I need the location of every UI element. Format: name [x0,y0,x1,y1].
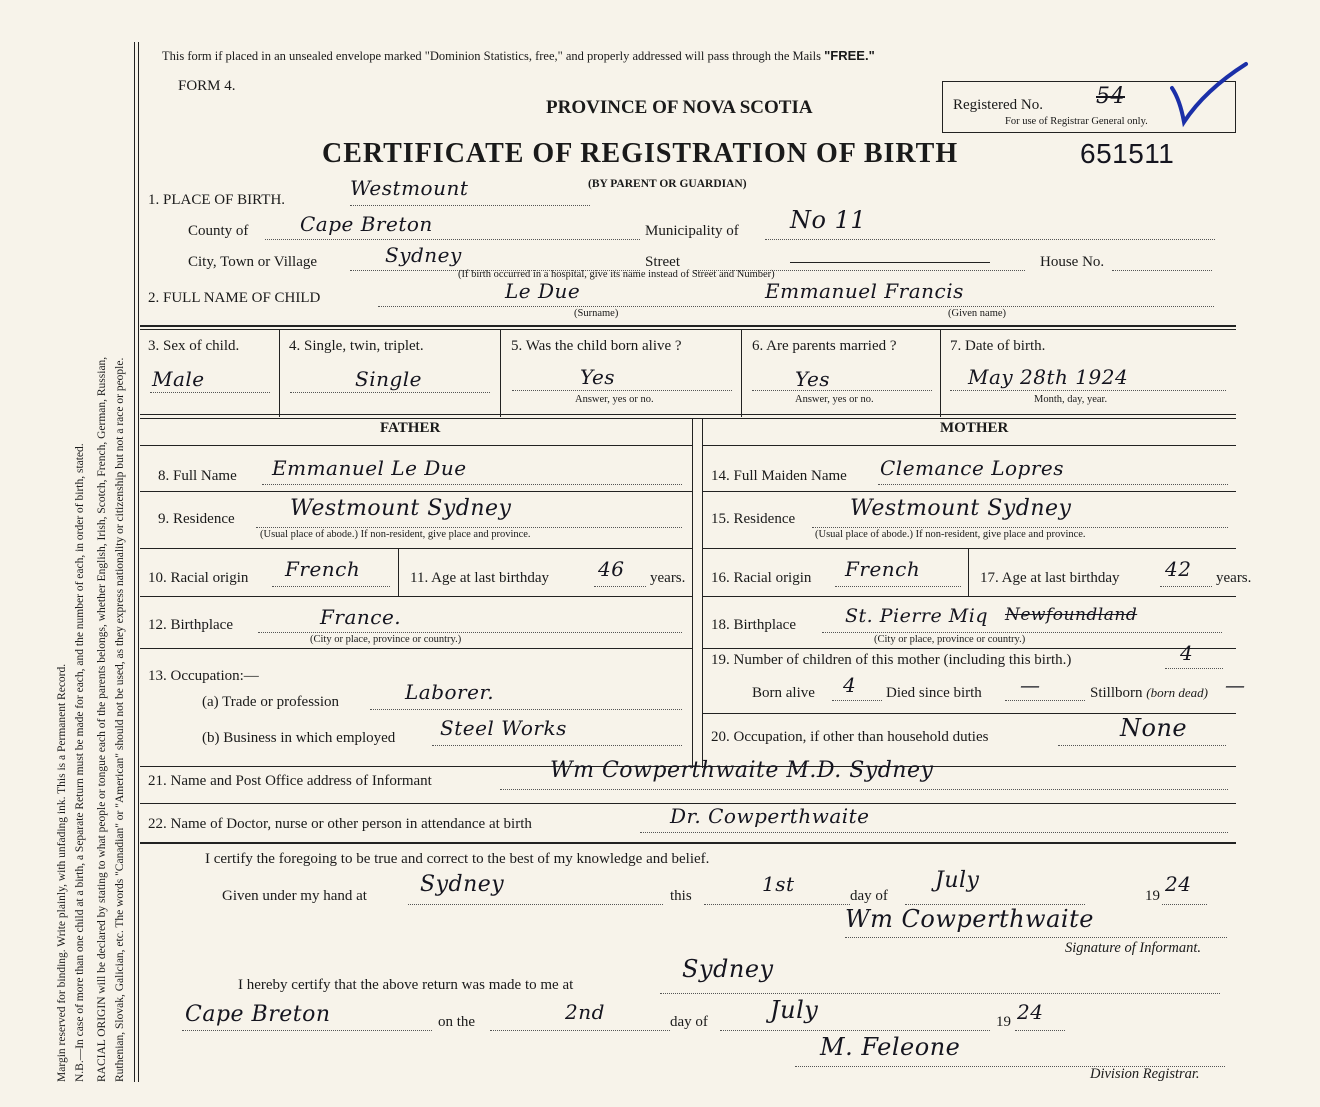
registered-value: 54 [1096,84,1125,109]
stillborn-value: — [1225,673,1246,697]
plurality-value: Single [355,367,423,391]
parents-married-caption: Answer, yes or no. [795,394,874,405]
father-name-label: 8. Full Name [158,468,237,484]
stillborn-note: (born dead) [1146,685,1209,700]
margin-note-2: N.B.—In case of more than one child at a birth, a Separate Return must be made for each, and the number of each, in order of birth, stated. [74,443,86,1082]
mother-birthplace-note: (City or place, province or country.) [874,634,1026,645]
registrar-year-value: 24 [1017,1000,1044,1024]
registrar-year-prefix: 19 [996,1014,1011,1030]
mother-residence-note: (Usual place of abode.) If non-resident, give place and province. [815,529,1086,540]
margin-note-3: RACIAL ORIGIN will be declared by stating to what people or tongue each of the parents belongs, whether English, Irish, Scotch, French, German, Russian, [96,356,108,1082]
doctor-value: Dr. Cowperthwaite [670,804,870,828]
city-value: Sydney [385,243,462,267]
father-residence-note: (Usual place of abode.) If non-resident, give place and province. [260,529,531,540]
registrar-place-value: Sydney [682,955,774,983]
born-alive-count-label: Born alive [752,685,815,701]
margin-note-1: Margin reserved for binding. Write plainly, with unfading ink. This is a Permanent Record. [56,663,68,1082]
birth-date-caption: Month, day, year. [1034,394,1108,405]
certify-day-value: 1st [762,872,795,896]
father-occupation-label: 13. Occupation:— [148,668,259,684]
mother-age-label: 17. Age at last birthday [980,570,1120,586]
registrar-statement: I hereby certify that the above return was made to me at [238,977,574,993]
father-birthplace-label: 12. Birthplace [148,617,233,633]
house-number-label: House No. [1040,254,1105,270]
business-value: Steel Works [440,716,567,740]
hospital-note: (If birth occurred in a hospital, give its name instead of Street and Number) [458,269,775,280]
municipality-label: Municipality of [645,223,739,239]
county-value: Cape Breton [300,212,433,236]
place-of-birth-label: 1. PLACE OF BIRTH. [148,192,286,208]
informant-signature: Wm Cowperthwaite [845,905,1094,933]
business-label: (b) Business in which employed [202,730,396,746]
informant-value: Wm Cowperthwaite M.D. Sydney [550,758,934,783]
checkmark-icon [1170,60,1250,132]
registrar-day-value: 2nd [565,1000,605,1024]
father-age-value: 46 [598,557,625,581]
form-number: FORM 4. [178,78,236,94]
registrar-signature-caption: Division Registrar. [1090,1066,1200,1082]
born-alive-label: 5. Was the child born alive ? [511,338,682,354]
document-title: CERTIFICATE OF REGISTRATION OF BIRTH [322,138,959,169]
birth-date-value: May 28th 1924 [968,365,1129,389]
mother-birthplace-label: 18. Birthplace [711,617,796,633]
mother-age-unit: years. [1216,570,1252,586]
given-under-label: Given under my hand at [222,888,367,904]
mail-notice [162,48,875,64]
mother-heading: MOTHER [940,420,1009,436]
sex-label: 3. Sex of child. [148,338,240,354]
county-label: County of [188,223,249,239]
father-heading: FATHER [380,420,441,436]
child-given-name-value: Emmanuel Francis [765,279,964,303]
sex-value: Male [152,367,205,391]
mail-notice-free: "FREE." [824,48,875,63]
died-since-birth-label: Died since birth [886,685,982,701]
born-alive-value: Yes [580,365,616,389]
father-age-unit: years. [650,570,686,586]
certify-year-prefix: 19 [1145,888,1160,904]
registrar-day-label: day of [670,1014,708,1030]
father-residence-label: 9. Residence [158,511,235,527]
children-count-value: 4 [1180,641,1194,665]
mother-name-value: Clemance Lopres [880,456,1064,480]
child-name-label: 2. FULL NAME OF CHILD [148,290,321,306]
child-surname-value: Le Due [505,279,581,303]
registered-note: For use of Registrar General only. [1005,116,1148,127]
city-label: City, Town or Village [188,254,318,270]
informant-label: 21. Name and Post Office address of Informant [148,773,432,789]
street-label: Street [645,254,680,270]
given-name-caption: (Given name) [948,308,1007,319]
municipality-value: No 11 [790,206,867,234]
parents-married-value: Yes [795,367,831,391]
father-race-label: 10. Racial origin [148,570,249,586]
registered-label: Registered No. [953,97,1043,113]
place-of-birth-value: Westmount [350,176,469,200]
born-alive-count-value: 4 [843,673,857,697]
registrar-county-value: Cape Breton [185,1002,331,1027]
mother-occupation-label: 20. Occupation, if other than household duties [711,729,989,745]
children-count-label: 19. Number of children of this mother (including this birth.) [711,652,1072,668]
mail-notice-text: This form if placed in an unsealed envelope marked "Dominion Statistics, free," and properly addressed will pass through the Mails [162,49,821,63]
mother-birthplace-value: St. Pierre Miq [845,605,988,627]
certificate-number: 651511 [1080,138,1175,169]
father-residence-value: Westmount Sydney [290,496,512,521]
given-place-value: Sydney [420,872,505,897]
province-title: PROVINCE OF NOVA SCOTIA [546,97,813,118]
parents-married-label: 6. Are parents married ? [752,338,897,354]
trade-label: (a) Trade or profession [202,694,340,710]
surname-caption: (Surname) [574,308,619,319]
certify-year-value: 24 [1165,872,1192,896]
binding-margin-line-inner [138,42,139,1082]
informant-signature-caption: Signature of Informant. [1065,940,1202,956]
registrar-signature: M. Feleone [820,1033,961,1061]
father-birthplace-value: France. [320,605,402,629]
plurality-label: 4. Single, twin, triplet. [289,338,424,354]
mother-occupation-value: None [1120,714,1188,742]
stillborn-label-text: Stillborn [1090,685,1143,701]
stillborn-label [1090,685,1208,702]
this-label: this [670,888,692,904]
born-alive-caption: Answer, yes or no. [575,394,654,405]
mother-age-value: 42 [1165,557,1192,581]
doctor-label: 22. Name of Doctor, nurse or other person in attendance at birth [148,816,532,832]
birth-date-label: 7. Date of birth. [950,338,1046,354]
mother-race-value: French [845,557,921,581]
certify-day-label: day of [850,888,888,904]
father-name-value: Emmanuel Le Due [272,456,467,480]
trade-value: Laborer. [405,680,495,704]
mother-residence-label: 15. Residence [711,511,796,527]
registrar-on-label: on the [438,1014,476,1030]
mother-name-label: 14. Full Maiden Name [711,468,847,484]
registrar-month-value: July [770,996,819,1024]
margin-note-4: Ruthenian, Slovak, Galician, etc. The words "Canadian" or "American" should not be used, as they express nationality or citizenship but not a race or people. [114,357,126,1082]
mother-race-label: 16. Racial origin [711,570,812,586]
died-since-birth-value: — [1020,673,1041,697]
mother-residence-value: Westmount Sydney [850,496,1072,521]
document-subtitle: (BY PARENT OR GUARDIAN) [588,178,747,190]
binding-margin-line [134,42,135,1082]
mother-birthplace-struck: Newfoundland [1005,605,1138,625]
father-race-value: French [285,557,361,581]
father-birthplace-note: (City or place, province or country.) [310,634,462,645]
certify-statement: I certify the foregoing to be true and correct to the best of my knowledge and belief. [205,851,710,867]
certify-month-value: July [935,868,980,893]
father-age-label: 11. Age at last birthday [410,570,549,586]
